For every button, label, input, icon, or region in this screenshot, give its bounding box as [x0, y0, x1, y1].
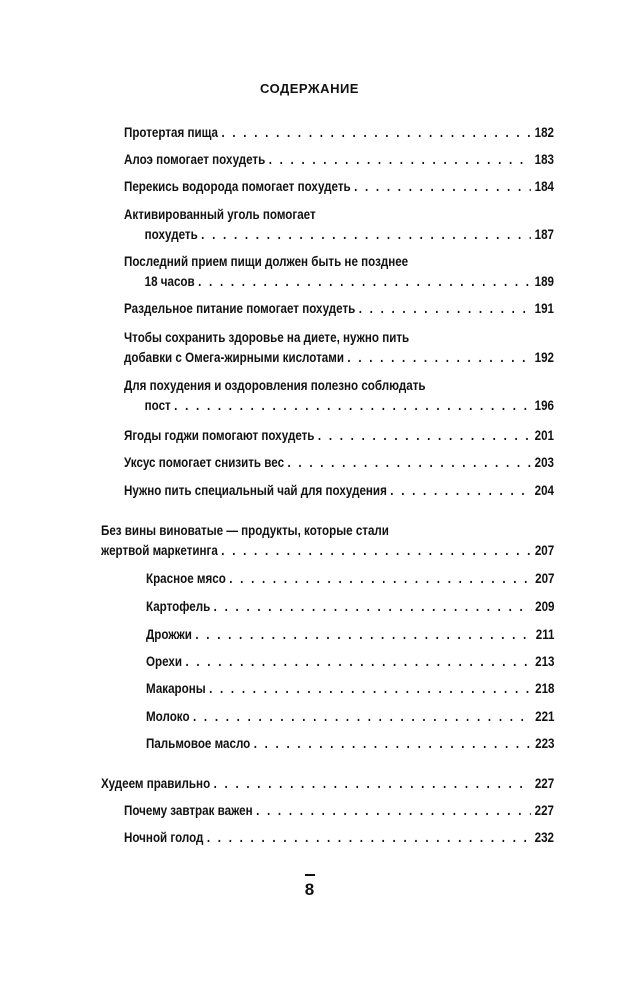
toc-entry [124, 150, 554, 170]
toc-page-number: 232 [534, 830, 554, 845]
leader-dots [221, 123, 531, 143]
toc-entry-title-cont: пост [144, 398, 171, 413]
leader-dots [185, 652, 531, 672]
toc-entry [124, 205, 554, 245]
toc-page-number: 201 [534, 428, 554, 443]
toc-entry-title-cont: добавки с Омега-жирными кислотами [124, 350, 344, 365]
toc-entry-title: Перекись водорода помогает похудеть [124, 179, 351, 194]
leader-dots [229, 569, 531, 589]
toc-entry [124, 453, 554, 473]
leader-dots [359, 299, 531, 319]
toc-entry-title: Нужно пить специальный чай для похудения [124, 483, 387, 498]
toc-entry [146, 679, 555, 699]
toc-entry-title-cont: 18 часов [144, 274, 195, 289]
leader-dots [256, 801, 531, 821]
leader-dots [221, 541, 531, 561]
leader-dots [207, 828, 531, 848]
toc-entry [146, 597, 555, 617]
toc-page-number: 191 [534, 301, 554, 316]
toc-entry-title: Активированный уголь помогает [124, 207, 316, 222]
leader-dots [214, 774, 532, 794]
leader-dots [347, 348, 531, 368]
toc-page-number: 192 [534, 350, 554, 365]
toc-entry-title: Ягоды годжи помогают похудеть [124, 428, 315, 443]
toc-entry-title: Раздельное питание помогает похудеть [124, 301, 356, 316]
toc-entry-title: Для похудения и оздоровления полезно соблюдать [124, 378, 426, 393]
leader-dots [269, 150, 531, 170]
leader-dots [209, 679, 532, 699]
toc-entry-title: Орехи [146, 654, 183, 669]
leader-dots [174, 396, 531, 416]
toc-entry [146, 652, 555, 672]
toc-entry-title-cont: похудеть [144, 227, 198, 242]
toc-entry-title: Чтобы сохранить здоровье на диете, нужно пить [124, 330, 410, 345]
toc-entry-title: Дрожжи [146, 627, 192, 642]
leader-dots [318, 426, 531, 446]
leader-dots [195, 625, 532, 645]
toc-section-entry [101, 521, 554, 561]
toc-entry [124, 426, 554, 446]
toc-page-number: 184 [534, 179, 554, 194]
toc-page-number: 223 [535, 736, 555, 751]
toc-section-title-cont: жертвой маркетинга [101, 543, 218, 558]
toc-page-number: 218 [535, 681, 555, 696]
toc-page-number: 207 [534, 543, 555, 558]
leader-dots [390, 481, 531, 501]
toc-entry [124, 328, 554, 368]
toc-page-number: 209 [535, 599, 555, 614]
leader-dots [254, 734, 532, 754]
toc-entry-title: Красное мясо [146, 571, 226, 586]
leader-dots [287, 453, 531, 473]
toc-page-number: 203 [534, 455, 554, 470]
toc-page-number: 189 [534, 274, 554, 289]
toc-page-number: 221 [535, 709, 555, 724]
toc-page-number: 204 [534, 483, 554, 498]
leader-dots [198, 272, 531, 292]
toc-entry [124, 252, 554, 292]
toc-entry-title: Картофель [146, 599, 211, 614]
toc-entry [124, 123, 554, 143]
toc-entry-title: Последний прием пищи должен быть не позднее [124, 254, 409, 269]
toc-page-number: 182 [534, 125, 554, 140]
page-number-rule [305, 874, 315, 876]
leader-dots [201, 225, 531, 245]
toc-page-number: 196 [534, 398, 554, 413]
toc-entry-title: Макароны [146, 681, 206, 696]
toc-entry-title: Ночной голод [124, 830, 204, 845]
toc-page-number: 227 [534, 776, 555, 791]
toc-entry [146, 569, 555, 589]
toc-page-number: 187 [534, 227, 554, 242]
toc-entry [124, 299, 554, 319]
toc-entry [146, 625, 555, 645]
toc-page-number: 207 [535, 571, 555, 586]
page-number [0, 874, 619, 900]
page-number-value: 8 [304, 880, 315, 899]
toc-entry [124, 376, 554, 416]
toc-entry [124, 828, 554, 848]
leader-dots [193, 707, 532, 727]
toc-entry-title: Молоко [146, 709, 190, 724]
toc-page-number: 227 [534, 803, 554, 818]
leader-dots [214, 597, 532, 617]
toc-section-title: Худеем правильно [101, 776, 211, 791]
toc-entry [146, 707, 555, 727]
toc-entry [146, 734, 555, 754]
toc-entry-title: Уксус помогает снизить вес [124, 455, 285, 470]
leader-dots [354, 177, 531, 197]
toc-entry-title: Пальмовое масло [146, 736, 251, 751]
toc-entry [124, 801, 554, 821]
toc-section-title: Без вины виноватые — продукты, которые стали [101, 523, 389, 538]
page-title: СОДЕРЖАНИЕ [260, 81, 359, 96]
toc-page-number: 211 [535, 627, 555, 642]
toc-entry [124, 481, 554, 501]
toc-entry [124, 177, 554, 197]
toc-entry-title: Протертая пища [124, 125, 219, 140]
toc-page-number: 183 [534, 152, 554, 167]
toc-section-entry [101, 774, 554, 794]
toc-entry-title: Почему завтрак важен [124, 803, 253, 818]
toc-entry-title: Алоэ помогает похудеть [124, 152, 266, 167]
toc-page-number: 213 [535, 654, 555, 669]
